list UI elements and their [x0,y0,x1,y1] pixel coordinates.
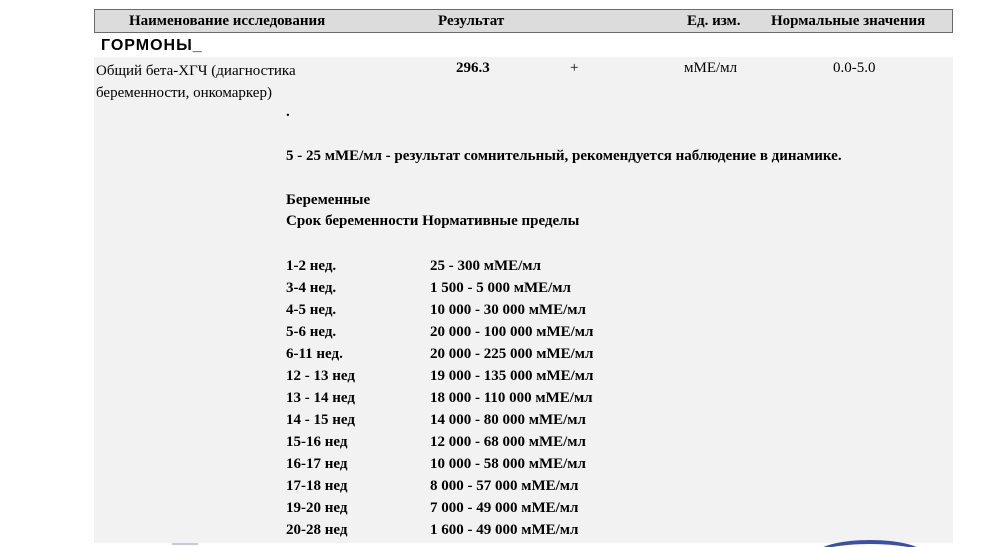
section-title: ГОРМОНЫ_ [101,37,203,54]
pregnancy-range: 12 000 - 68 000 мМЕ/мл [430,434,586,450]
pregnancy-range: 20 000 - 225 000 мМЕ/мл [430,346,594,362]
test-norm: 0.0-5.0 [833,60,876,76]
header-result: Результат [438,13,505,29]
test-unit: мМЕ/мл [684,60,738,76]
pregnancy-range-row [286,500,686,522]
faint-mark [172,543,198,545]
pregnancy-week: 1-2 нед. [286,258,337,274]
table-header [94,9,953,33]
pregnancy-range: 18 000 - 110 000 мМЕ/мл [430,390,593,406]
pregnant-subtitle: Срок беременности Нормативные пределы [286,213,580,229]
pregnancy-range-row [286,302,686,324]
pregnancy-range: 7 000 - 49 000 мМЕ/мл [430,500,579,516]
pregnancy-ranges-table [286,258,686,544]
pregnancy-week: 14 - 15 нед [286,412,355,428]
pregnancy-week: 15-16 нед [286,434,348,450]
pregnancy-range-row [286,456,686,478]
pregnancy-range: 8 000 - 57 000 мМЕ/мл [430,478,579,494]
pregnant-title: Беременные [286,192,371,208]
pregnancy-week: 13 - 14 нед [286,390,355,406]
pregnancy-range-row [286,390,686,412]
pregnancy-range-row [286,324,686,346]
pregnancy-range: 14 000 - 80 000 мМЕ/мл [430,412,586,428]
pregnancy-week: 16-17 нед [286,456,348,472]
pregnancy-week: 20-28 нед [286,522,348,538]
pregnancy-range-row [286,522,686,544]
header-unit: Ед. изм. [687,13,741,29]
pregnancy-range: 1 600 - 49 000 мМЕ/мл [430,522,579,538]
pregnancy-range: 19 000 - 135 000 мМЕ/мл [430,368,594,384]
pregnancy-week: 4-5 нед. [286,302,337,318]
pregnancy-range-row [286,368,686,390]
test-result-value: 296.3 [456,60,490,76]
pregnancy-range-row [286,346,686,368]
comment-note: 5 - 25 мМЕ/мл - результат сомнительный, рекомендуется наблюдение в динамике. [286,148,842,164]
pregnancy-range: 1 500 - 5 000 мМЕ/мл [430,280,571,296]
pregnancy-range: 25 - 300 мМЕ/мл [430,258,541,274]
pregnancy-week: 17-18 нед [286,478,348,494]
pregnancy-week: 5-6 нед. [286,324,337,340]
pregnancy-range-row [286,478,686,500]
pregnancy-week: 3-4 нед. [286,280,337,296]
pregnancy-range: 20 000 - 100 000 мМЕ/мл [430,324,594,340]
pregnancy-range-row [286,280,686,302]
test-name: Общий бета-ХГЧ (диагностика беременности, онкомаркер) [96,63,296,101]
pregnancy-week: 12 - 13 нед [286,368,355,384]
comment-dot: . [286,104,290,120]
pregnancy-range-row [286,412,686,434]
pregnancy-range: 10 000 - 30 000 мМЕ/мл [430,302,586,318]
pregnancy-week: 19-20 нед [286,500,348,516]
pregnancy-range-row [286,434,686,456]
pregnancy-range-row [286,258,686,280]
header-test-name: Наименование исследования [129,13,326,29]
pregnancy-week: 6-11 нед. [286,346,343,362]
pregnancy-range: 10 000 - 58 000 мМЕ/мл [430,456,586,472]
header-norm: Нормальные значения [771,13,926,29]
test-result-flag: + [570,60,579,76]
